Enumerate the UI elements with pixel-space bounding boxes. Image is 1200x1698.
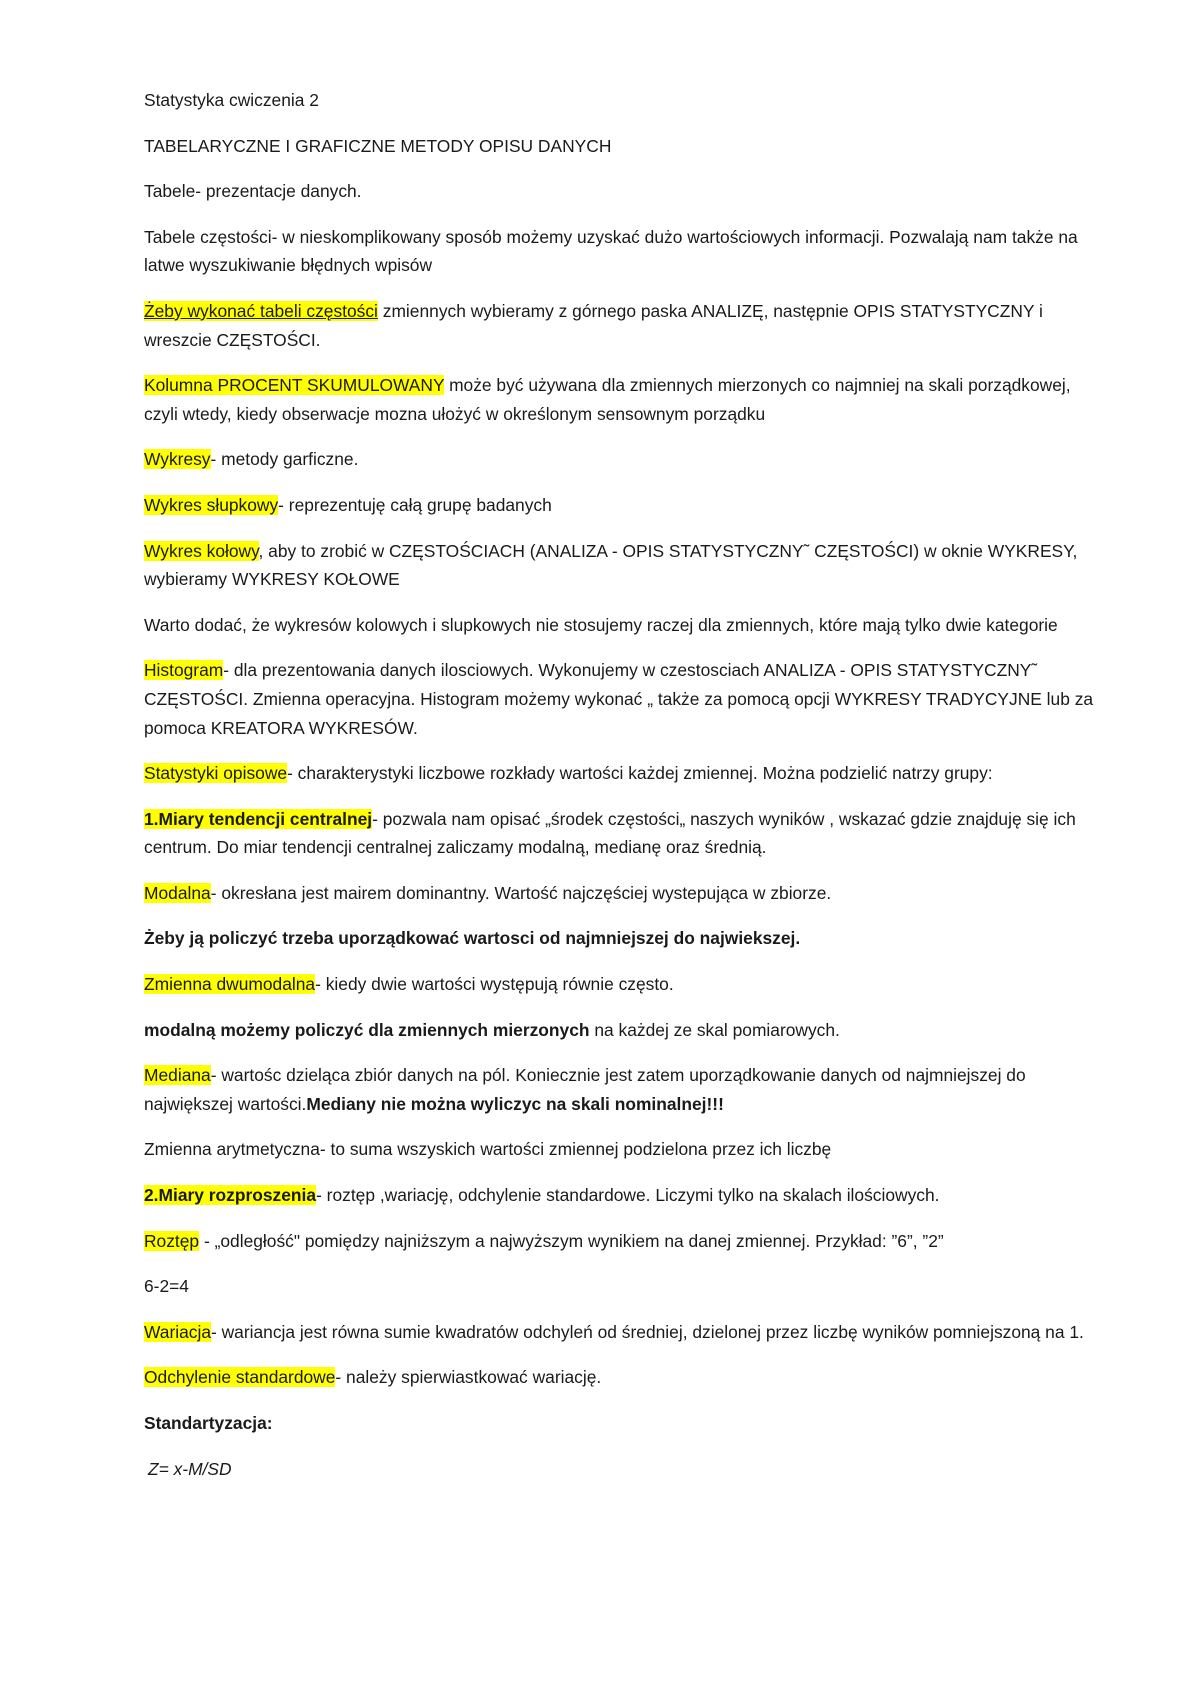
highlighted-term: Wykres słupkowy bbox=[144, 494, 279, 515]
paragraph-warto-dodac: Warto dodać, że wykresów kolowych i slupkowych nie stosujemy raczej dla zmiennych, które mają tylko dwie kategorie bbox=[144, 614, 1058, 635]
paragraph-text: - dla prezentowania danych ilosciowych. Wykonujemy w czestosciach ANALIZA - OPIS STATYSTYCZNY˜ CZĘSTOŚCI. Zmienna operacyjna. Histogram możemy wykonać „ także za pomocą opcji WYKRESY TRADYCYJNE lub za pomoca KREATORA WYKRESÓW. bbox=[144, 660, 1094, 738]
document-body bbox=[144, 86, 1104, 1500]
bold-text: modalną możemy policzyć dla zmiennych mierzonych bbox=[144, 1019, 590, 1040]
highlighted-term: Roztęp bbox=[144, 1230, 200, 1251]
document-title: Statystyka cwiczenia 2 bbox=[144, 90, 319, 110]
bold-text: Mediany nie można wyliczyc na skali nominalnej!!! bbox=[306, 1093, 724, 1114]
highlighted-term: Odchylenie standardowe bbox=[144, 1367, 336, 1388]
paragraph-text: - reprezentuję całą grupę badanych bbox=[278, 494, 552, 515]
paragraph-modalna bbox=[144, 879, 1104, 908]
paragraph-miary-rozproszenia bbox=[144, 1181, 1104, 1210]
paragraph-statystyki-opisowe bbox=[144, 759, 1104, 788]
paragraph-text: - pozwala nam opisać „środek częstości„ naszych wyników , wskazać gdzie znajduję się ich centrum. Do miar tendencji centralnej zaliczamy modalną, medianę oraz średnią. bbox=[144, 808, 1076, 858]
paragraph-text: - roztęp ,wariację, odchylenie standardowe. Liczymi tylko na skalach ilościowych. bbox=[316, 1185, 940, 1206]
highlighted-term: Żeby wykonać tabeli częstości bbox=[144, 300, 378, 321]
highlighted-term: Wariacja bbox=[144, 1321, 211, 1342]
paragraph-standaryzacja: Standartyzacja: bbox=[144, 1413, 273, 1433]
paragraph-tabele: Tabele- prezentacje danych. bbox=[144, 181, 362, 202]
paragraph-kolumna bbox=[144, 371, 1104, 428]
paragraph-text: - należy spierwiastkować wariację. bbox=[335, 1367, 602, 1388]
paragraph-text: zmiennych wybieramy z górnego paska ANALIZĘ, następnie OPIS STATYSTYCZNY i wreszcie CZĘSTOŚCI. bbox=[144, 300, 1043, 350]
highlighted-term: Kolumna PROCENT SKUMULOWANY bbox=[144, 375, 445, 396]
formula-z-score: Z= x-M/SD bbox=[148, 1458, 232, 1479]
paragraph-roztep bbox=[144, 1227, 1104, 1256]
paragraph-text: na każdej ze skal pomiarowych. bbox=[589, 1019, 840, 1040]
highlighted-term: Modalna bbox=[144, 882, 211, 903]
paragraph-zeby-wykonac bbox=[144, 297, 1104, 354]
paragraph-text: - „odległość" pomiędzy najniższym a najwyższym wynikiem na danej zmiennej. Przykład: ”6”, ”2” bbox=[199, 1230, 944, 1251]
highlighted-term: Wykresy bbox=[144, 449, 211, 470]
paragraph-wykresy bbox=[144, 445, 1104, 474]
paragraph-wykres-slupkowy bbox=[144, 491, 1104, 520]
highlighted-term: Histogram bbox=[144, 660, 224, 681]
paragraph-wariacja bbox=[144, 1318, 1104, 1347]
paragraph-text: - wariancja jest równa sumie kwadratów odchyleń od średniej, dzielonej przez liczbę wyników pomniejszoną na 1. bbox=[211, 1321, 1084, 1342]
paragraph-text: - metody garficzne. bbox=[210, 449, 359, 470]
highlighted-term: Statystyki opisowe bbox=[144, 763, 288, 784]
paragraph-text: - wartośc dzieląca zbiór danych na pól. Koniecznie jest zatem uporządkowanie danych od najmniejszej do największej wartości. bbox=[144, 1065, 1026, 1114]
paragraph-roztep-calc: 6-2=4 bbox=[144, 1276, 189, 1297]
section-heading: TABELARYCZNE I GRAFICZNE METODY OPISU DANYCH bbox=[144, 135, 612, 156]
paragraph-modalna-mozemy bbox=[144, 1016, 1104, 1045]
highlighted-term: 1.Miary tendencji centralnej bbox=[144, 808, 373, 829]
paragraph-text: - kiedy dwie wartości występują równie często. bbox=[315, 974, 674, 995]
highlighted-term: 2.Miary rozproszenia bbox=[144, 1185, 317, 1206]
paragraph-zmienna-dwumodalna bbox=[144, 970, 1104, 999]
paragraph-wykres-kolowy bbox=[144, 537, 1104, 594]
highlighted-term: Wykres kołowy bbox=[144, 540, 259, 561]
paragraph-zeby-ja-policzyc: Żeby ją policzyć trzeba uporządkować wartosci od najmniejszej do najwiekszej. bbox=[144, 928, 801, 949]
paragraph-text: , aby to zrobić w CZĘSTOŚCIACH (ANALIZA - OPIS STATYSTYCZNY˜ CZĘSTOŚCI) w oknie WYKRESY, wybieramy WYKRESY KOŁOWE bbox=[144, 540, 1078, 590]
paragraph-miary-tendencji bbox=[144, 805, 1104, 862]
paragraph-mediana bbox=[144, 1061, 1104, 1118]
highlighted-term: Mediana bbox=[144, 1065, 211, 1086]
paragraph-text: - charakterystyki liczbowe rozkłady wartości każdej zmiennej. Można podzielić natrzy grupy: bbox=[287, 763, 993, 784]
paragraph-text: - okresłana jest mairem dominantny. Wartość najczęściej wystepująca w zbiorze. bbox=[210, 882, 832, 903]
paragraph-odchylenie bbox=[144, 1363, 1104, 1392]
paragraph-histogram bbox=[144, 656, 1104, 742]
paragraph-text: może być używana dla zmiennych mierzonych co najmniej na skali porządkowej, czyli wtedy, kiedy obserwacje mozna ułożyć w określonym sensownym porządku bbox=[144, 375, 1071, 424]
paragraph-zmienna-arytmetyczna: Zmienna arytmetyczna- to suma wszyskich wartości zmiennej podzielona przez ich liczbę bbox=[144, 1139, 832, 1160]
paragraph-tabele-czestosci: Tabele częstości- w nieskomplikowany sposób możemy uzyskać dużo wartościowych informacji. Pozwalają nam także na latwe wyszukiwanie błędnych wpisów bbox=[144, 226, 1078, 276]
highlighted-term: Zmienna dwumodalna bbox=[144, 974, 316, 995]
